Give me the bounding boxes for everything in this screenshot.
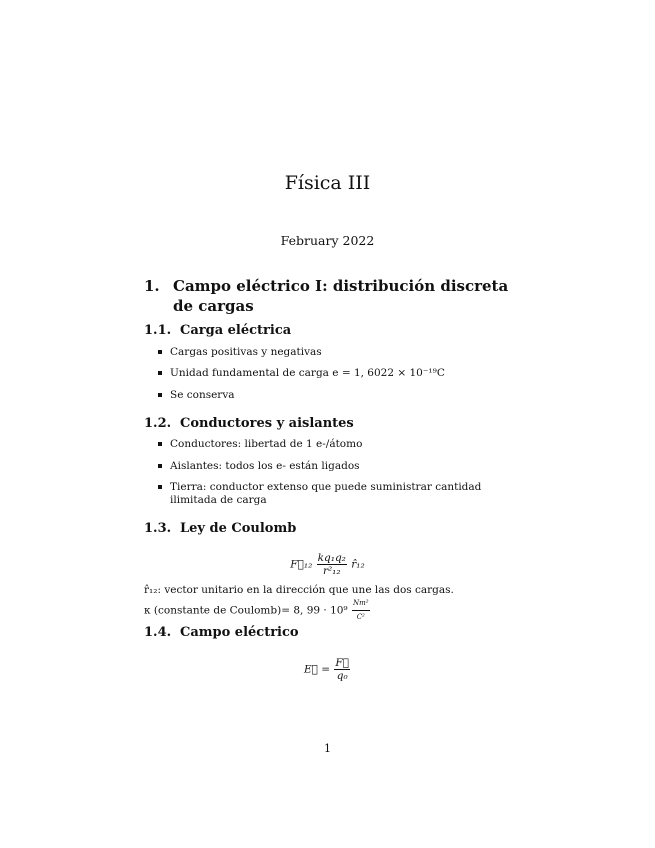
list-item-text: Cargas positivas y negativas	[170, 346, 322, 358]
subsection-heading	[144, 323, 291, 338]
bullet-icon	[158, 442, 162, 446]
bullet-icon	[158, 371, 162, 375]
document-title: Física III	[284, 172, 371, 194]
section-number: 1.	[144, 277, 160, 295]
equation-fraction	[317, 552, 347, 577]
list-item-text: Aislantes: todos los e- están ligados	[170, 460, 360, 472]
list-item	[158, 346, 508, 359]
equation-rhs: r̂₁₂	[351, 558, 365, 571]
document-date: February 2022	[280, 233, 375, 248]
list-item-text: Tierra: conductor extenso que puede suministrar cantidad ilimitada de carga	[170, 481, 482, 506]
equation-fraction	[334, 657, 350, 682]
subsection-number: 1.2.	[144, 416, 172, 431]
section-heading	[144, 276, 514, 316]
subsection-title: Ley de Coulomb	[180, 521, 297, 536]
list-item-text: Unidad fundamental de carga e = 1, 6022 × 10⁻¹⁹C	[170, 367, 445, 379]
list-item	[158, 389, 508, 402]
subsection-number: 1.4.	[144, 625, 172, 640]
section-title: Campo eléctrico I: distribución discreta de cargas	[173, 277, 509, 315]
electric-field-equation	[0, 657, 655, 682]
list-item	[158, 481, 508, 507]
subsection-heading	[144, 521, 296, 536]
equation-lhs: E⃗ =	[303, 663, 331, 676]
coulomb-constant-note	[144, 597, 371, 624]
list-item	[158, 438, 508, 451]
list-item	[158, 367, 508, 380]
subsection-heading	[144, 416, 354, 431]
coulomb-equation	[0, 552, 655, 577]
fraction-denominator: r²₁₂	[322, 565, 341, 577]
bullet-icon	[158, 393, 162, 397]
list-item-text: Conductores: libertad de 1 e-/átomo	[170, 438, 363, 450]
bullet-icon	[158, 464, 162, 468]
list-item-text: Se conserva	[170, 389, 235, 401]
unit-vector-note: r̂₁₂: vector unitario en la dirección que une las dos cargas.	[144, 584, 454, 596]
subsection-title: Conductores y aislantes	[180, 416, 354, 431]
fraction-numerator: kq₁q₂	[317, 552, 346, 564]
constant-units-fraction	[352, 597, 370, 624]
subsection-title: Carga eléctrica	[180, 323, 292, 338]
subsection-title: Campo eléctrico	[180, 625, 299, 640]
constant-text: κ (constante de Coulomb)= 8, 99 · 10⁹	[144, 604, 348, 617]
units-numerator: Nm²	[352, 597, 370, 611]
subsection-number: 1.1.	[144, 323, 172, 338]
equation-lhs: F⃗₁₂	[290, 558, 313, 571]
fraction-numerator: F⃗	[335, 657, 350, 669]
fraction-denominator: q₀	[336, 670, 348, 682]
page-number: 1	[324, 742, 331, 755]
subsection-heading	[144, 625, 299, 640]
units-denominator: C²	[356, 613, 365, 621]
bullet-icon	[158, 485, 162, 489]
subsection-number: 1.3.	[144, 521, 172, 536]
list-item	[158, 460, 508, 473]
bullet-icon	[158, 350, 162, 354]
